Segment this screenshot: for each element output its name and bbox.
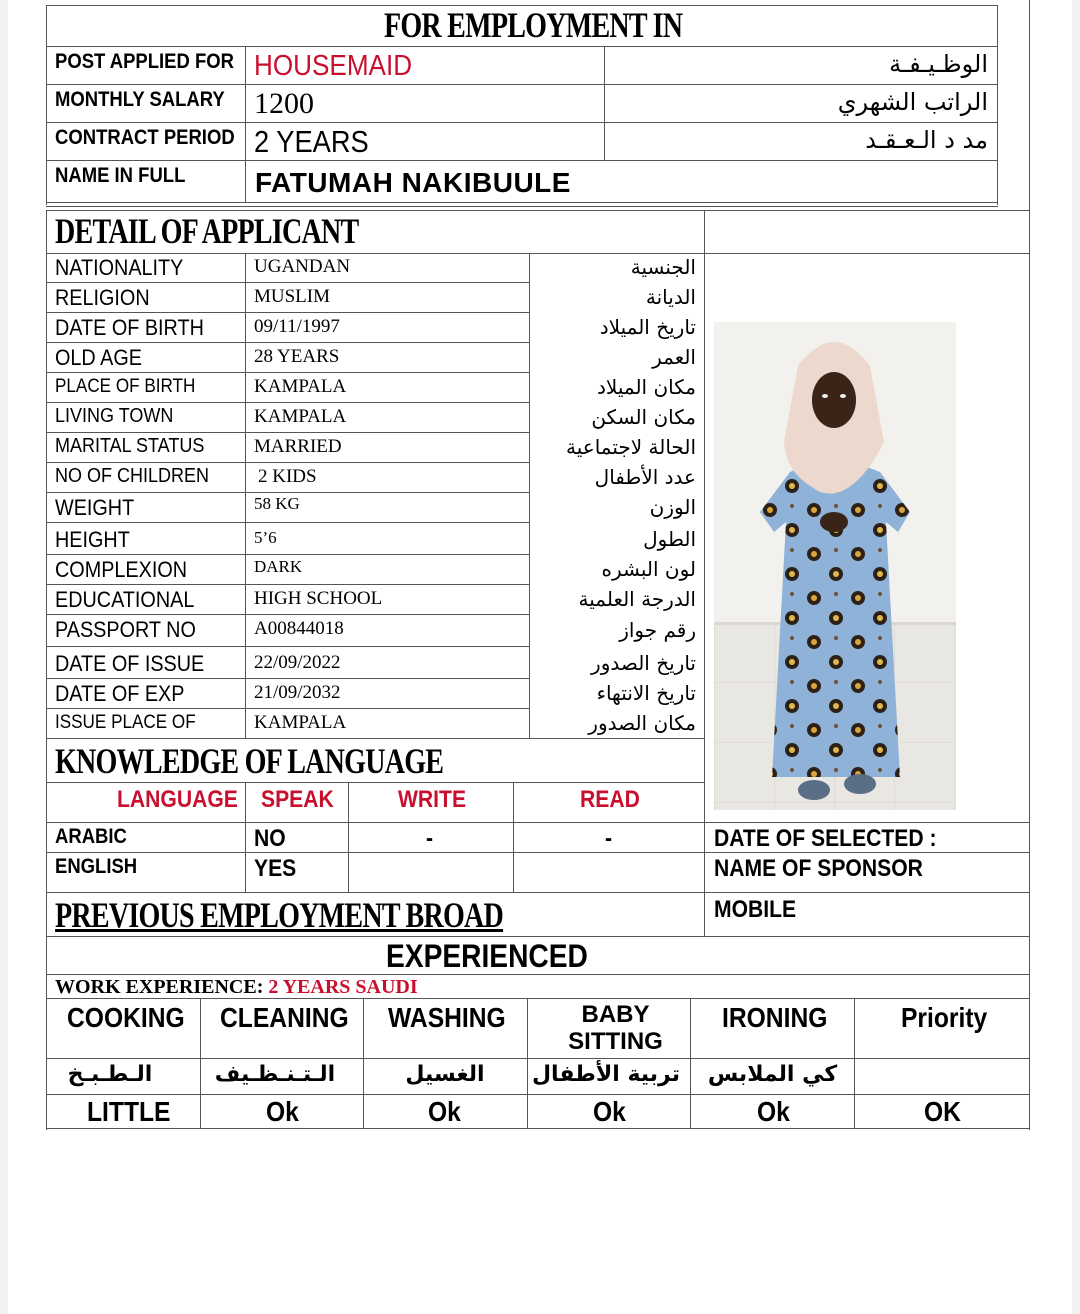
work-experience-label: WORK EXPERIENCE: (55, 976, 264, 998)
lang-col-language: LANGUAGE (117, 786, 238, 813)
applicant-photo (714, 322, 956, 810)
detail-arabic: الجنسية (630, 255, 696, 279)
detail-arabic: تاريخ الصدور (591, 651, 696, 675)
skill-level: Ok (266, 1096, 299, 1127)
detail-arabic: الدرجة العلمية (578, 587, 696, 611)
detail-label: OLD AGE (55, 345, 142, 370)
detail-value: 5’6 (254, 528, 277, 547)
detail-label: NO OF CHILDREN (55, 465, 210, 487)
detail-arabic: الوزن (649, 495, 696, 519)
detail-label: RELIGION (55, 285, 150, 310)
detail-label: DATE OF ISSUE (55, 651, 205, 676)
salary-label: MONTHLY SALARY (55, 88, 225, 111)
skill-arabic: كي الملابس (707, 1062, 838, 1087)
lang-speak: YES (254, 855, 297, 882)
skill-level: Ok (428, 1096, 461, 1127)
experienced-label: EXPERIENCED (386, 938, 588, 974)
detail-arabic: عدد الأطفال (594, 465, 696, 489)
salary-arabic: الراتب الشهري (837, 88, 988, 116)
detail-label: PASSPORT NO (55, 617, 196, 642)
detail-value: 22/09/2022 (254, 652, 341, 673)
detail-value: MUSLIM (254, 286, 331, 307)
detail-value: KAMPALA (254, 712, 347, 733)
skill-name: IRONING (722, 1002, 828, 1033)
detail-value: 2 KIDS (258, 466, 317, 487)
skill-level: Ok (757, 1096, 790, 1127)
detail-value: HIGH SCHOOL (254, 588, 383, 609)
detail-label: COMPLEXION (55, 557, 188, 582)
post-arabic: الوظـيـفـة (889, 50, 988, 78)
mobile-label: MOBILE (714, 896, 797, 923)
detail-arabic: رقم جواز (619, 618, 696, 642)
date-selected-label: DATE OF SELECTED : (714, 825, 937, 852)
work-experience-value: 2 YEARS SAUDI (268, 976, 418, 998)
skill-level: OK (924, 1096, 961, 1127)
detail-value: DARK (254, 557, 303, 576)
detail-heading: DETAIL OF APPLICANT (55, 211, 359, 251)
skill-name: WASHING (388, 1002, 506, 1033)
detail-arabic: مكان الصدور (588, 711, 696, 735)
contract-arabic: مد د الـعـقـد (865, 126, 988, 154)
post-value: HOUSEMAID (254, 50, 413, 82)
detail-arabic: تاريخ الانتهاء (596, 681, 696, 705)
skill-arabic: الغسيل (405, 1062, 485, 1087)
detail-value: KAMPALA (254, 376, 347, 397)
detail-label: DATE OF BIRTH (55, 315, 204, 340)
detail-label: ISSUE PLACE OF (55, 712, 196, 733)
previous-heading: PREVIOUS EMPLOYMENT BROAD (55, 895, 504, 935)
detail-label: DATE OF EXP (55, 681, 185, 706)
lang-name: ARABIC (55, 825, 127, 848)
post-label: POST APPLIED FOR (55, 50, 235, 73)
lang-write: - (426, 825, 434, 852)
detail-label: EDUCATIONAL (55, 587, 195, 612)
skill-arabic: تربية الأطفال (531, 1062, 680, 1087)
lang-col-read: READ (580, 786, 640, 813)
lang-col-write: WRITE (398, 786, 467, 813)
lang-speak: NO (254, 825, 286, 852)
skill-arabic: الـتـنـظـيف (214, 1062, 336, 1087)
skill-name: CLEANING (220, 1002, 349, 1033)
skill-arabic: الـطـبـخ (67, 1062, 153, 1087)
skill-name: COOKING (67, 1002, 185, 1033)
sponsor-name-label: NAME OF SPONSOR (714, 855, 923, 882)
detail-arabic: لون البشره (601, 557, 696, 581)
page-title: FOR EMPLOYMENT IN (384, 5, 683, 45)
detail-arabic: العمر (652, 345, 696, 369)
detail-arabic: مكان الميلاد (597, 375, 696, 399)
skill-level: Ok (593, 1096, 626, 1127)
detail-value: UGANDAN (254, 256, 351, 277)
skill-level: LITTLE (87, 1096, 171, 1127)
lang-name: ENGLISH (55, 855, 138, 878)
detail-label: NATIONALITY (55, 255, 184, 280)
work-experience (55, 976, 418, 999)
contract-label: CONTRACT PERIOD (55, 126, 235, 149)
detail-arabic: تاريخ الميلاد (599, 315, 696, 339)
detail-value: A00844018 (254, 618, 344, 639)
lang-col-speak: SPEAK (261, 786, 334, 813)
detail-arabic: مكان السكن (591, 405, 696, 429)
salary-value: 1200 (254, 87, 314, 120)
skill-name: Priority (901, 1002, 988, 1033)
detail-arabic: الحالة لاجتماعية (566, 435, 696, 459)
language-heading: KNOWLEDGE OF LANGUAGE (55, 741, 444, 781)
detail-arabic: الديانة (645, 285, 696, 309)
detail-label: MARITAL STATUS (55, 435, 205, 457)
skill-name: BABY SITTING (568, 1001, 663, 1055)
contract-value: 2 YEARS (254, 124, 369, 159)
name-label: NAME IN FULL (55, 164, 186, 187)
detail-value: 09/11/1997 (254, 316, 340, 337)
detail-arabic: الطول (643, 527, 696, 551)
detail-value: 58 KG (254, 494, 300, 513)
detail-label: LIVING TOWN (55, 405, 174, 427)
detail-label: WEIGHT (55, 495, 135, 520)
lang-read: - (605, 825, 613, 852)
detail-value: KAMPALA (254, 406, 347, 427)
detail-value: 21/09/2032 (254, 682, 341, 703)
detail-label: HEIGHT (55, 527, 130, 552)
detail-value: 28 YEARS (254, 346, 340, 367)
detail-label: PLACE OF BIRTH (55, 376, 196, 397)
detail-value: MARRIED (254, 436, 342, 457)
full-name: FATUMAH NAKIBUULE (255, 167, 571, 198)
